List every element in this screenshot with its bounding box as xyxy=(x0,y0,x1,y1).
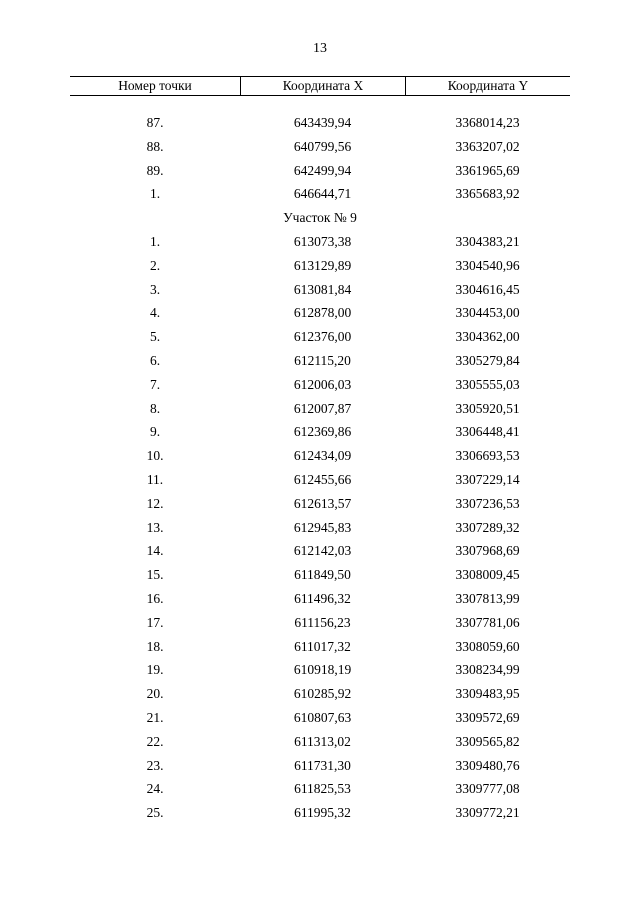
table-row xyxy=(70,754,570,778)
table-row xyxy=(70,373,570,397)
coordinate-x-cell: 611156,23 xyxy=(294,614,351,630)
coordinate-y-cell: 3307289,32 xyxy=(455,519,520,535)
coordinate-y-cell: 3309480,76 xyxy=(455,757,520,773)
point-number-cell: 87. xyxy=(146,115,164,130)
coordinate-x-cell: 612434,09 xyxy=(293,448,352,464)
table-row xyxy=(70,254,570,278)
coordinate-y-cell: 3307968,69 xyxy=(455,543,520,559)
point-number-cell: 14. xyxy=(146,543,164,559)
table-row xyxy=(70,397,570,421)
table-row xyxy=(70,420,570,444)
table-row xyxy=(70,182,570,206)
table-row xyxy=(70,682,570,706)
point-number-cell: 2. xyxy=(149,257,161,273)
coordinate-x-cell: 643439,94 xyxy=(293,115,352,130)
point-number-cell: 6. xyxy=(149,352,161,368)
coordinate-x-cell: 612115,20 xyxy=(294,352,351,368)
coordinate-y-cell: 3365683,92 xyxy=(455,186,520,202)
coordinate-y-cell: 3307229,14 xyxy=(455,471,520,487)
coordinate-x-cell: 612945,83 xyxy=(293,519,352,535)
point-number-cell: 16. xyxy=(146,590,164,606)
table-row xyxy=(70,230,570,254)
point-number-cell: 19. xyxy=(146,662,164,678)
point-number-cell: 8. xyxy=(149,400,161,416)
coordinate-y-cell: 3308234,99 xyxy=(455,662,520,678)
table-body xyxy=(70,111,570,825)
table-row xyxy=(70,658,570,682)
table-row xyxy=(70,777,570,801)
table-row xyxy=(70,135,570,159)
table-row xyxy=(70,468,570,492)
coordinate-y-cell: 3309777,08 xyxy=(455,781,520,797)
point-number-cell: 3. xyxy=(149,281,161,297)
point-number-cell: 12. xyxy=(146,495,164,511)
page-number: 13 xyxy=(313,41,327,56)
point-number-cell: 11. xyxy=(146,471,164,487)
point-number-cell: 1. xyxy=(149,233,161,249)
point-number-cell: 24. xyxy=(146,781,164,797)
table-header xyxy=(70,76,570,96)
coordinate-x-cell: 611995,32 xyxy=(294,805,351,821)
coordinate-x-cell: 613129,89 xyxy=(293,257,352,273)
coordinate-y-cell: 3306693,53 xyxy=(455,448,520,464)
table-row xyxy=(70,516,570,540)
coordinate-x-cell: 611825,53 xyxy=(294,781,351,797)
coordinate-x-cell: 610285,92 xyxy=(293,686,352,702)
table-row xyxy=(70,635,570,659)
coordinate-x-cell: 612455,66 xyxy=(293,471,352,487)
coordinate-y-cell: 3304616,45 xyxy=(455,281,520,297)
point-number-cell: 4. xyxy=(149,305,161,321)
table-row xyxy=(70,301,570,325)
point-number-cell: 21. xyxy=(146,709,164,725)
coordinate-x-cell: 612878,00 xyxy=(293,305,352,321)
point-number-cell: 20. xyxy=(146,686,164,702)
table-row xyxy=(70,730,570,754)
coordinate-y-cell: 3307781,06 xyxy=(455,614,520,630)
table-row xyxy=(70,492,570,516)
point-number-cell: 25. xyxy=(146,805,164,821)
column-header-coordinate-x: Координата X xyxy=(240,77,405,95)
table-row xyxy=(70,563,570,587)
coordinate-y-cell: 3309483,95 xyxy=(455,686,520,702)
point-number-cell: 13. xyxy=(146,519,164,535)
coordinate-x-cell: 612613,57 xyxy=(293,495,352,511)
column-header-coordinate-y: Координата Y xyxy=(405,77,570,95)
coordinate-x-cell: 611849,50 xyxy=(294,567,351,583)
coordinate-y-cell: 3304362,00 xyxy=(455,329,520,345)
coordinate-x-cell: 610918,19 xyxy=(293,662,352,678)
point-number-cell: 17. xyxy=(146,614,164,630)
coordinate-y-cell: 3368014,23 xyxy=(455,115,520,130)
coordinate-x-cell: 612369,86 xyxy=(293,424,352,440)
coordinate-x-cell: 611017,32 xyxy=(294,638,351,654)
coordinate-x-cell: 611731,30 xyxy=(294,757,351,773)
point-number-cell: 9. xyxy=(149,424,161,440)
point-number-cell: 7. xyxy=(149,376,161,392)
table-row xyxy=(70,278,570,302)
column-header-point-number: Номер точки xyxy=(118,78,192,93)
table-row xyxy=(70,349,570,373)
coordinate-y-cell: 3309572,69 xyxy=(455,709,520,725)
point-number-cell: 89. xyxy=(146,162,164,178)
coordinate-x-cell: 613081,84 xyxy=(293,281,352,297)
point-number-cell: 88. xyxy=(146,138,164,154)
table-row xyxy=(70,801,570,825)
coordinate-y-cell: 3305279,84 xyxy=(455,352,520,368)
point-number-cell: 18. xyxy=(146,638,164,654)
coordinate-y-cell: 3309565,82 xyxy=(455,733,520,749)
point-number-cell: 5. xyxy=(149,329,161,345)
coordinate-x-cell: 612376,00 xyxy=(293,329,352,345)
coordinate-y-cell: 3305555,03 xyxy=(455,376,520,392)
coordinate-x-cell: 612142,03 xyxy=(293,543,352,559)
table-row xyxy=(70,611,570,635)
coordinate-x-cell: 612006,03 xyxy=(293,376,352,392)
table-row xyxy=(70,706,570,730)
point-number-cell: 1. xyxy=(149,186,161,202)
coordinate-y-cell: 3304453,00 xyxy=(455,305,520,321)
coordinate-x-cell: 612007,87 xyxy=(293,400,352,416)
coordinate-x-cell: 613073,38 xyxy=(293,233,352,249)
table-row xyxy=(70,111,570,135)
coordinate-y-cell: 3304540,96 xyxy=(455,257,520,273)
table-row xyxy=(70,159,570,183)
coordinate-y-cell: 3306448,41 xyxy=(455,424,520,440)
coordinate-y-cell: 3361965,69 xyxy=(455,162,520,178)
coordinate-x-cell: 642499,94 xyxy=(293,162,352,178)
table-row xyxy=(70,587,570,611)
coordinate-y-cell: 3304383,21 xyxy=(455,233,520,249)
point-number-cell: 15. xyxy=(146,567,164,583)
coordinate-y-cell: 3307813,99 xyxy=(455,590,520,606)
coordinate-x-cell: 646644,71 xyxy=(293,186,352,202)
point-number-cell: 22. xyxy=(146,733,164,749)
coordinate-y-cell: 3307236,53 xyxy=(455,495,520,511)
table-row xyxy=(70,444,570,468)
point-number-cell: 10. xyxy=(146,448,164,464)
coordinate-y-cell: 3363207,02 xyxy=(455,138,520,154)
coordinate-x-cell: 640799,56 xyxy=(293,138,352,154)
coordinate-y-cell: 3308059,60 xyxy=(455,638,520,654)
coordinate-y-cell: 3305920,51 xyxy=(455,400,520,416)
coordinate-y-cell: 3308009,45 xyxy=(455,567,520,583)
table-row xyxy=(70,325,570,349)
coordinate-y-cell: 3309772,21 xyxy=(455,805,520,821)
coordinate-x-cell: 610807,63 xyxy=(293,709,352,725)
coordinate-x-cell: 611496,32 xyxy=(294,590,351,606)
section-heading: Участок № 9 xyxy=(283,210,357,226)
coordinate-x-cell: 611313,02 xyxy=(294,733,351,749)
table-row xyxy=(70,539,570,563)
point-number-cell: 23. xyxy=(146,757,164,773)
